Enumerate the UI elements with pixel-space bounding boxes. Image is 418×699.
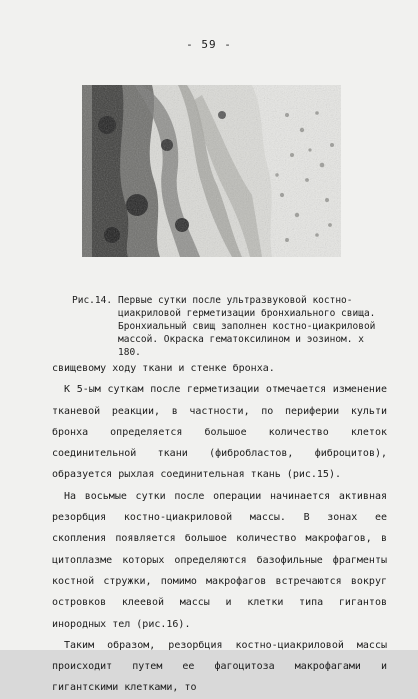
micrograph-image [82, 85, 341, 257]
paragraph: К 5-ым суткам после герметизации отмечается изменение тканевой реакции, в частности, по периферии культи бронха определяется большое количество клеток соединительной ткани (фибробластов, фиброцитов), образуется рыхлая соединительная ткань (рис.15). [52, 384, 387, 481]
paragraph: На восьмые сутки после операции начинается активная резорбция костно-циакриловой массы. В зонах ее скопления появляется большое количество макрофагов, в цитоплазме которых определяются базофильные фрагменты костной стружки, помимо макрофагов встречаются вокруг островков клеевой массы и клетки типа гигантов инородных тел (рис.16). [52, 490, 387, 630]
paragraph: Таким образом, резорбция костно-циакриловой массы происходит путем ее фагоцитоза макрофагами и гигантскими клетками, то [52, 639, 387, 694]
figure-caption-text: Первые сутки после ультразвуковой костно-циакриловой герметизации бронхиального свища. Бронхиальный свищ заполнен костно-циакриловой массой. Окраска гематоксилином и эозином. х 180. [118, 295, 376, 358]
figure-label: Рис.14. [72, 295, 113, 306]
paragraph: свищевому ходу ткани и стенке бронха. [52, 363, 275, 374]
figure-caption [72, 294, 377, 359]
micrograph-figure [82, 85, 341, 257]
page-number: - 59 - [186, 38, 232, 51]
body-text [52, 358, 387, 699]
